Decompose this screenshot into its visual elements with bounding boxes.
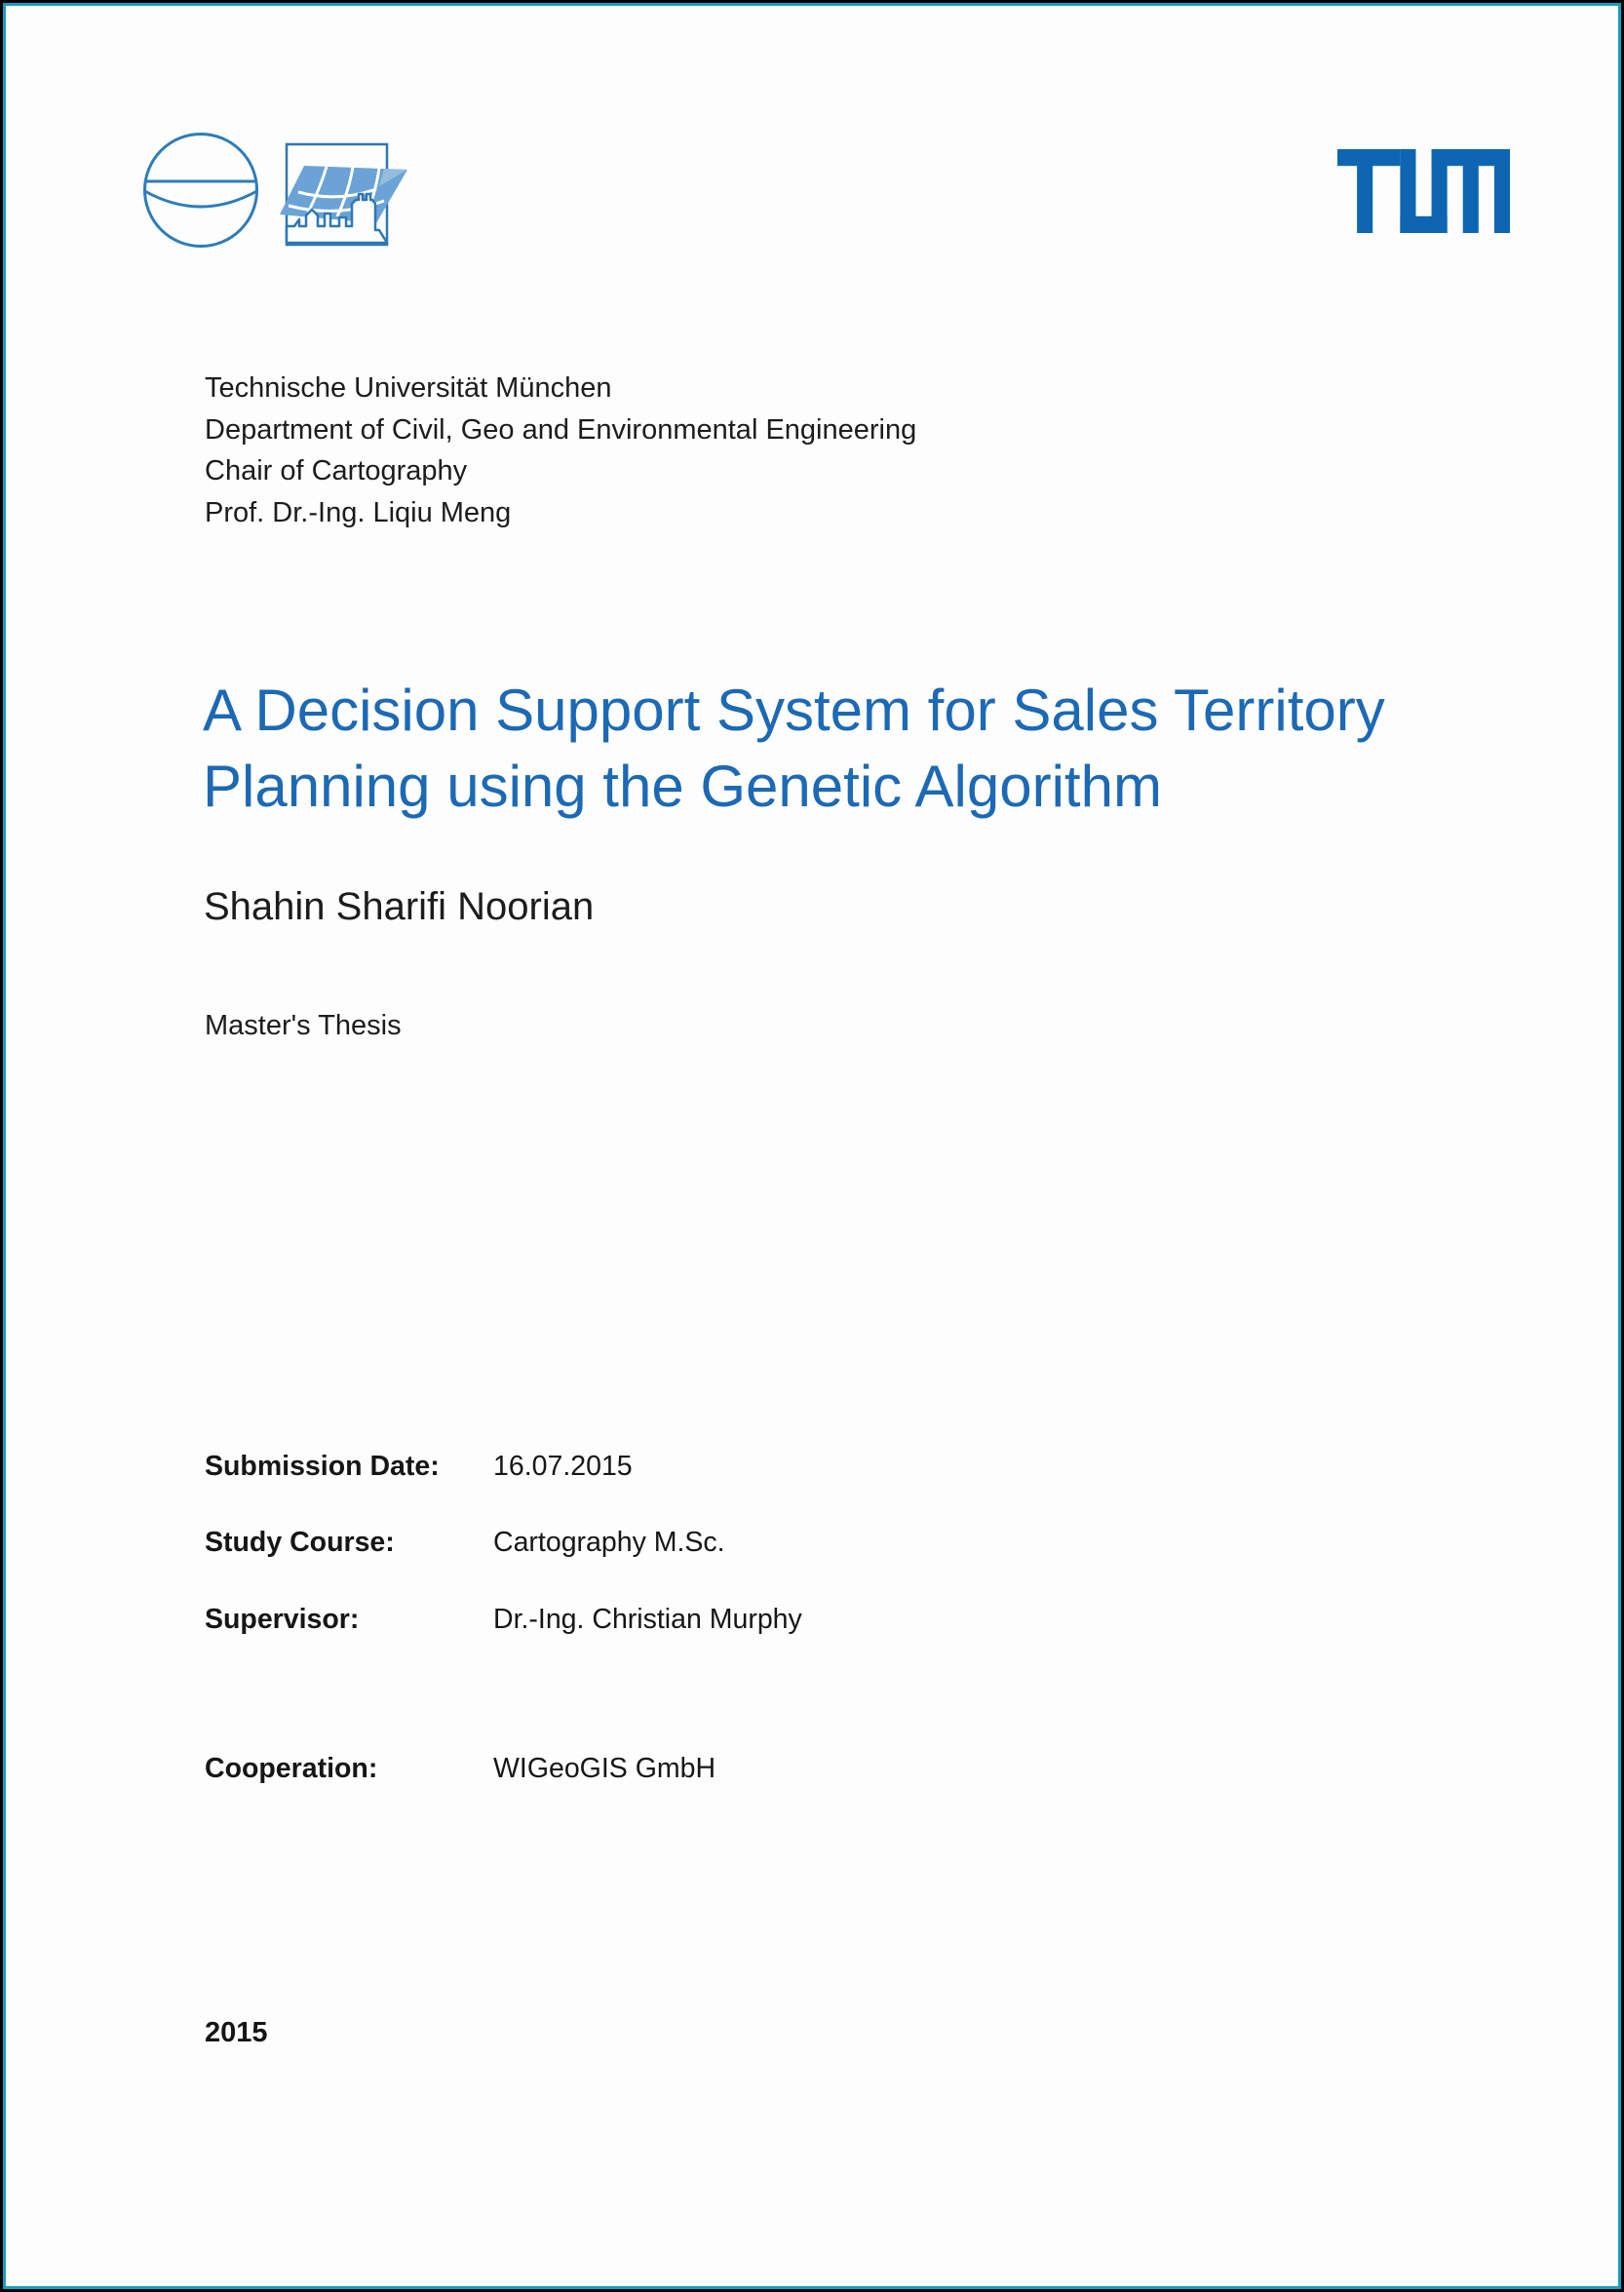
meta-row-supervisor [205,1603,802,1636]
cooperation-label: Cooperation: [205,1753,378,1784]
meta-row-study-course [205,1526,725,1559]
affiliation-university: Technische Universität München [205,372,612,404]
cartography-map-icon [279,140,411,250]
thesis-title-line-2: Planning using the Genetic Algorithm [203,753,1162,819]
affiliation-block [205,368,916,533]
thesis-title [203,673,1509,824]
affiliation-professor: Prof. Dr.-Ing. Liqiu Meng [205,496,512,528]
supervisor-label: Supervisor: [205,1604,360,1635]
meta-row-submission-date [205,1450,633,1483]
submission-date-label: Submission Date: [205,1451,440,1482]
author-name: Shahin Sharifi Noorian [204,885,595,928]
submission-date-value: 16.07.2015 [493,1451,633,1482]
thesis-title-line-1: A Decision Support System for Sales Territory [203,678,1385,743]
study-course-label: Study Course: [205,1527,395,1558]
cooperation-value: WIGeoGIS GmbH [493,1753,716,1784]
meta-row-cooperation [205,1752,715,1785]
document-type: Master's Thesis [205,1010,402,1041]
study-course-value: Cartography M.Sc. [493,1527,725,1558]
affiliation-chair: Chair of Cartography [205,455,468,486]
affiliation-department: Department of Civil, Geo and Environmental Engineering [205,413,917,446]
globe-icon [141,131,260,250]
supervisor-value: Dr.-Ing. Christian Murphy [493,1604,802,1635]
publication-year: 2015 [205,2017,268,2048]
tum-logo-icon [1337,149,1510,233]
thesis-cover-page [3,3,1621,2289]
